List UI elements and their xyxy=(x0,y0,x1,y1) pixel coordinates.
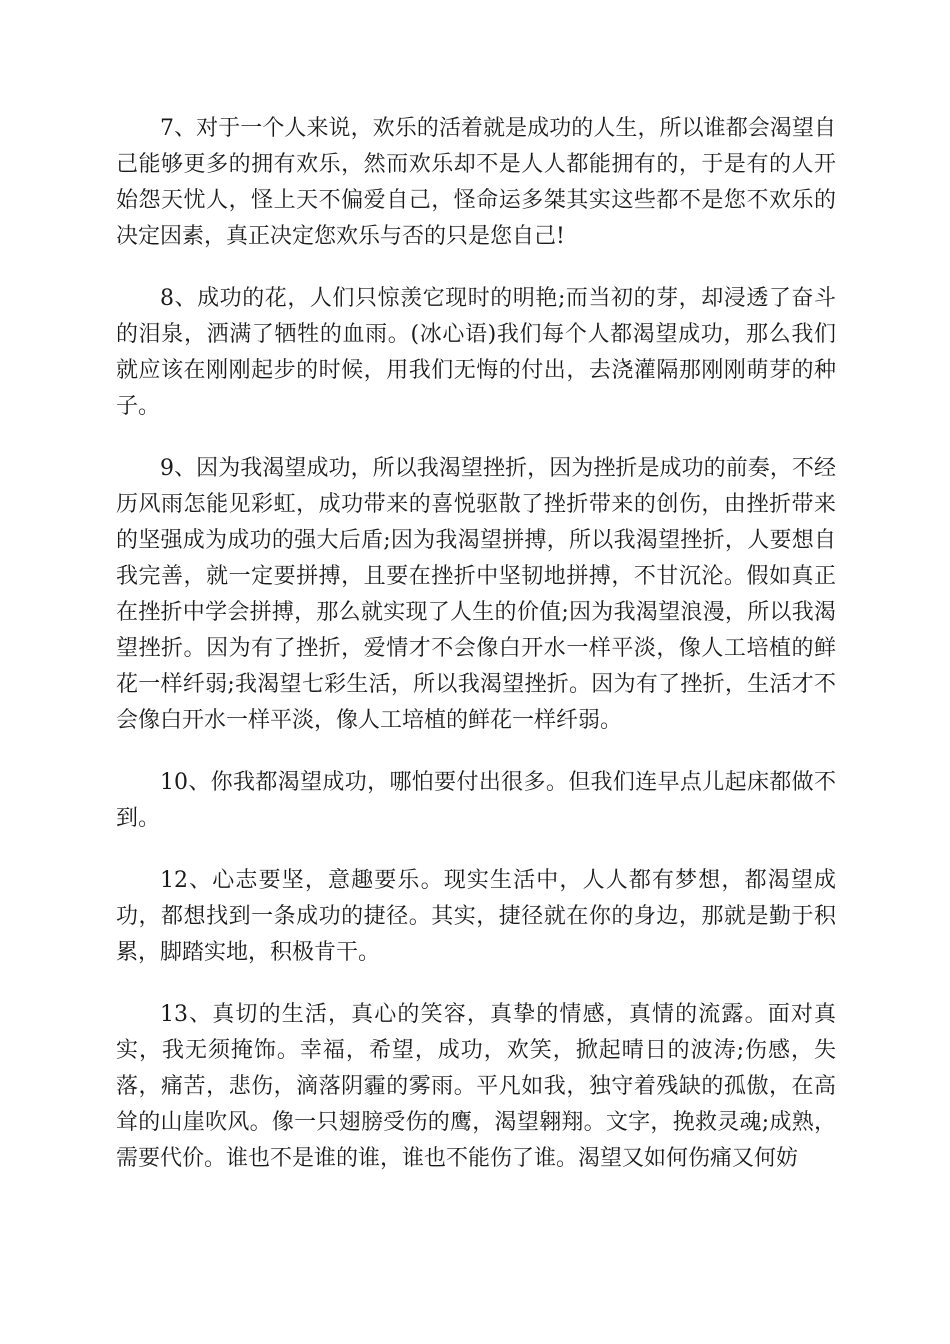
paragraph-10: 10、你我都渴望成功，哪怕要付出很多。但我们连早点儿起床都做不到。 xyxy=(116,770,836,831)
paragraph-7: 7、对于一个人来说，欢乐的活着就是成功的人生，所以谁都会渴望自己能够更多的拥有欢乐，然而欢乐却不是人人都能拥有的，于是有的人开始怨天忧人，怪上天不偏爱自己，怪命运多桀其实这些都不是您不欢乐的决定因素，真正决定您欢乐与否的只是您自己! xyxy=(116,116,836,249)
document-body xyxy=(116,111,836,1203)
paragraph-13: 13、真切的生活，真心的笑容，真挚的情感，真情的流露。面对真实，我无须掩饰。幸福，希望，成功，欢笑，掀起晴日的波涛;伤感，失落，痛苦，悲伤，滴落阴霾的雾雨。平凡如我，独守着残缺的孤傲，在高耸的山崖吹风。像一只翅膀受伤的鹰，渴望翱翔。文字，挽救灵魂;成熟，需要代价。谁也不是谁的谁，谁也不能伤了谁。渴望又如何伤痛又何妨 xyxy=(116,1002,836,1171)
paragraph-12: 12、心志要坚，意趣要乐。现实生活中，人人都有梦想，都渴望成功，都想找到一条成功的捷径。其实，捷径就在你的身边，那就是勤于积累，脚踏实地，积极肯干。 xyxy=(116,868,836,965)
paragraph-9: 9、因为我渴望成功，所以我渴望挫折，因为挫折是成功的前奏，不经历风雨怎能见彩虹，成功带来的喜悦驱散了挫折带来的创伤，由挫折带来的坚强成为成功的强大后盾;因为我渴望拼搏，所以我渴望挫折，人要想自我完善，就一定要拼搏，且要在挫折中坚韧地拼搏，不甘沉沦。假如真正在挫折中学会拼搏，那么就实现了人生的价值;因为我渴望浪漫，所以我渴望挫折。因为有了挫折，爱情才不会像白开水一样平淡，像人工培植的鲜花一样纤弱;我渴望七彩生活，所以我渴望挫折。因为有了挫折，生活才不会像白开水一样平淡，像人工培植的鲜花一样纤弱。 xyxy=(116,456,836,733)
paragraph-8: 8、成功的花，人们只惊羡它现时的明艳;而当初的芽，却浸透了奋斗的泪泉，洒满了牺牲的血雨。(冰心语)我们每个人都渴望成功，那么我们就应该在刚刚起步的时候，用我们无悔的付出，去浇灌隔那刚刚萌芽的种子。 xyxy=(116,286,836,419)
